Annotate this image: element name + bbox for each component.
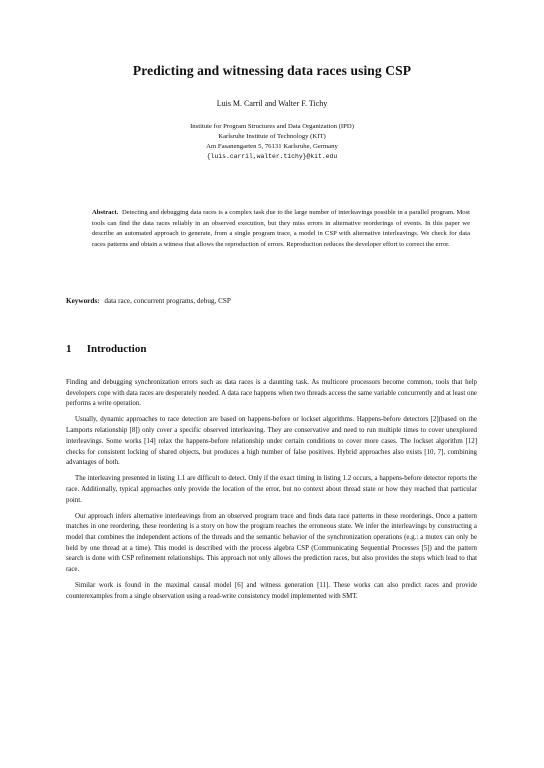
keywords xyxy=(66,297,486,305)
section-number: 1 xyxy=(66,343,72,355)
paragraph: Our approach infers alternative interleavings from an observed program trace and finds data race patterns in these reorderings. Once a pattern matches in one reordering, these reordering is a story on how the program reaches the erroneous state. We infer the interleavings by constructing a model that combines the independent actions of the threads and the semantic behavior of the synchronization operations (e.g.: a mutex can only be held by one thread at a time). This model is described with the process algebra CSP (Communicating Sequential Processes [5]) and the pattern search is done with CSP refinement relationships. This approach not only allows the prediction races, but also provides the steps which lead to that race. xyxy=(66,512,477,574)
paper-title: Predicting and witnessing data races using CSP xyxy=(132,63,412,78)
keywords-text: data race, concurrent programs, debug, CSP xyxy=(104,297,231,305)
section-heading xyxy=(66,343,146,355)
paper-authors: Luis M. Carril and Walter F. Tichy xyxy=(216,99,328,108)
paragraph: Finding and debugging synchronization errors such as data races is a daunting task. As multicore processors become common, tools that help developers cope with data races are desperately needed. A data race happens when two threads access the same variable concurrently and at least one performs a write operation. xyxy=(66,379,477,408)
section-title: Introduction xyxy=(86,343,147,355)
paragraph: Usually, dynamic approaches to race detection are based on happens-before or lockset algorithms. Happens-before detectors [2](based on the Lamports relationship [8]) only cover a specific observed interleaving. They are conservative and need to run multiple times to cover unexplored interleavings. Some works [14] relax the happens-before relationship under certain conditions to cover more cases. The lockset algorithm [12] checks for consistent locking of shared objects, but produces a high number of false positives. Hybrid approaches also exists [10, 7], combining advantages of both. xyxy=(66,416,477,467)
affiliation-address: Am Fasanengarten 5, 76131 Karlsruhe, Germany xyxy=(206,143,338,150)
paragraph: The interleaving presented in listing 1.1 are difficult to detect. Only if the exact timing in listing 1.2 occurs, a happens-before detector reports the race. Additionally, typical approaches only provide the location of the error, but no context about thread state or how they reached that particular point. xyxy=(66,475,477,504)
abstract xyxy=(92,208,470,250)
paragraph: Similar work is found in the maximal causal model [6] and witness generation [11]. These works can also predict races and provide counterexamples from a single observation using a read-write consistency model implemented with SMT. xyxy=(66,582,477,600)
section-body xyxy=(66,378,477,608)
affiliation-university: Karlsruhe Institute of Technology (KIT) xyxy=(218,133,326,140)
abstract-text: Detecting and debugging data races is a complex task due to the large number of interleavings possible in a parallel program. Most tools can find the data races reliably in an observed execution, but they miss errors in alternative reorderings of events. In this paper we describe an automated approach to generate, from a single program trace, a model in CSP with alternative interleavings. We check for data races patterns and obtain a witness that allows the reproduction of errors. Reproduction reduces the developer effort to correct the error. xyxy=(92,209,471,248)
affiliation-institute: Institute for Program Structures and Data Organization (IPD) xyxy=(190,123,354,130)
abstract-label: Abstract. xyxy=(92,209,119,216)
affiliation-block xyxy=(60,122,484,162)
keywords-label: Keywords: xyxy=(66,297,100,305)
affiliation-email: {luis.carril,walter.tichy}@kit.edu xyxy=(206,153,338,160)
